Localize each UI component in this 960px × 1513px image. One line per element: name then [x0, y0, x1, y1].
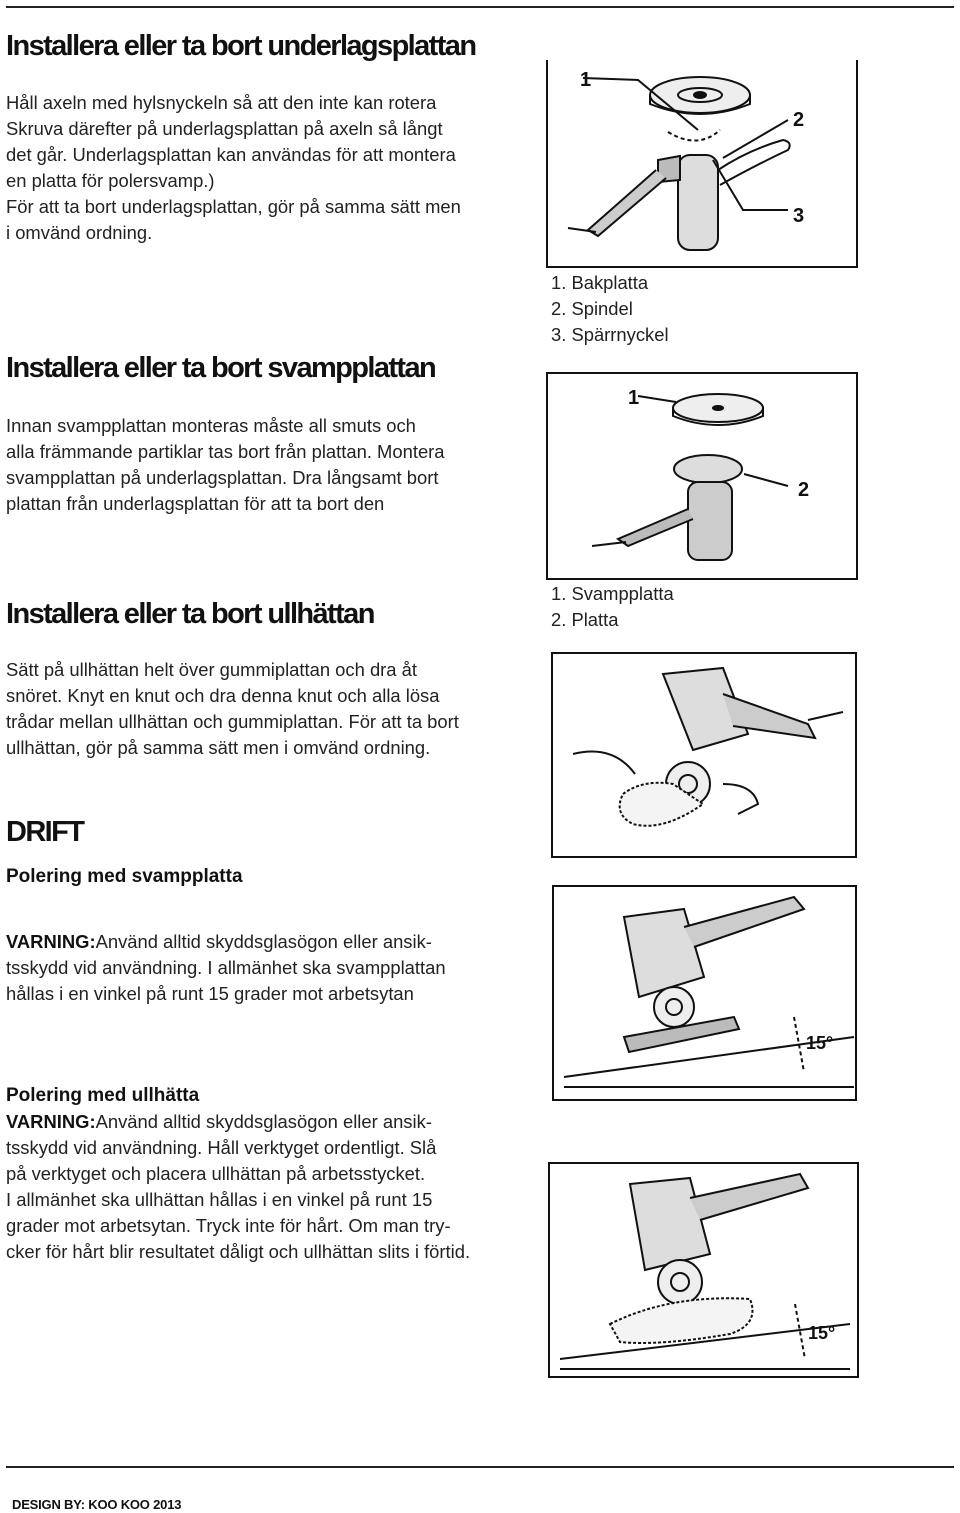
- figure-angle-sponge: [552, 885, 857, 1101]
- warning-svampplatta: [6, 929, 446, 1007]
- warning-ullhatta: [6, 1109, 470, 1265]
- caption-line: 3. Spärrnyckel: [551, 324, 669, 345]
- callout-3: 3: [793, 205, 805, 227]
- section-heading-svampplattan: Installera eller ta bort svampplattan: [6, 352, 436, 384]
- body-line: en platta för polersvamp.): [6, 170, 215, 191]
- figure-sponge-plate: [546, 372, 858, 580]
- angle-label: 15°: [806, 1033, 834, 1053]
- warning-line: på verktyget och placera ullhättan på arbetsstycket.: [6, 1163, 426, 1184]
- caption-line: 2. Spindel: [551, 298, 633, 319]
- caption-line: 2. Platta: [551, 609, 619, 630]
- warning-line: tsskydd vid användning. Håll verktyget ordentligt. Slå: [6, 1137, 437, 1158]
- figure1-caption: [551, 270, 669, 348]
- warning-line: VARNING:Använd alltid skyddsglasögon eller ansik-: [6, 1111, 432, 1132]
- warning-label: VARNING:: [6, 931, 96, 952]
- warning-line: grader mot arbetsytan. Tryck inte för hårt. Om man try-: [6, 1215, 451, 1236]
- subheading-ullhatta: Polering med ullhätta: [6, 1085, 200, 1106]
- section-heading-underlagsplattan: Installera eller ta bort underlagsplattan: [6, 30, 476, 62]
- body-line: plattan från underlagsplattan för att ta bort den: [6, 493, 385, 514]
- subheading-svampplatta: Polering med svampplatta: [6, 866, 243, 887]
- top-rule: [6, 6, 954, 8]
- body-line: Håll axeln med hylsnyckeln så att den inte kan rotera: [6, 92, 437, 113]
- body-line: svampplattan på underlagsplattan. Dra långsamt bort: [6, 467, 439, 488]
- body-line: alla främmande partiklar tas bort från plattan. Montera: [6, 441, 445, 462]
- body-line: ullhättan, gör på samma sätt men i omvänd ordning.: [6, 737, 431, 758]
- warning-line: VARNING:Använd alltid skyddsglasögon eller ansik-: [6, 931, 432, 952]
- caption-line: 1. Svampplatta: [551, 583, 674, 604]
- warning-label: VARNING:: [6, 1111, 96, 1132]
- figure-backplate-mounting: [546, 60, 858, 268]
- section-body-ullhattan: [6, 657, 459, 761]
- section-heading-ullhattan: Installera eller ta bort ullhättan: [6, 598, 374, 630]
- caption-line: 1. Bakplatta: [551, 272, 649, 293]
- body-line: snöret. Knyt en knut och dra denna knut och alla lösa: [6, 685, 440, 706]
- angle-label: 15°: [808, 1323, 836, 1343]
- callout-1: 1: [580, 69, 592, 91]
- drift-heading: DRIFT: [6, 816, 84, 848]
- figure-wool-bonnet: [551, 652, 857, 858]
- footer-credit: DESIGN BY: KOO KOO 2013: [12, 1497, 182, 1512]
- body-line: Sätt på ullhättan helt över gummiplattan och dra åt: [6, 659, 417, 680]
- bottom-rule: [6, 1466, 954, 1468]
- section-body-svampplattan: [6, 413, 445, 517]
- body-line: trådar mellan ullhättan och gummiplattan. För att ta bort: [6, 711, 459, 732]
- body-line: det går. Underlagsplattan kan användas för att montera: [6, 144, 456, 165]
- callout-2: 2: [798, 479, 810, 501]
- polisher-wool-bonnet-illustration: [553, 654, 855, 856]
- body-line: Innan svampplattan monteras måste all smuts och: [6, 415, 416, 436]
- body-line: För att ta bort underlagsplattan, gör på samma sätt men: [6, 196, 461, 217]
- figure2-caption: [551, 581, 674, 633]
- body-line: i omvänd ordning.: [6, 222, 153, 243]
- figure-angle-wool: [548, 1162, 859, 1378]
- polisher-backplate-illustration: [548, 60, 856, 266]
- polisher-sponge-illustration: [548, 374, 856, 578]
- warning-line: hållas i en vinkel på runt 15 grader mot arbetsytan: [6, 983, 414, 1004]
- polisher-angle-sponge-illustration: [554, 887, 855, 1099]
- section-body-underlagsplattan: [6, 90, 461, 246]
- warning-line: cker för hårt blir resultatet dåligt och ullhättan slits i förtid.: [6, 1241, 471, 1262]
- warning-line: I allmänhet ska ullhättan hållas i en vinkel på runt 15: [6, 1189, 433, 1210]
- callout-1: 1: [628, 387, 640, 409]
- polisher-angle-wool-illustration: [550, 1164, 857, 1376]
- callout-2: 2: [793, 109, 805, 131]
- warning-line: tsskydd vid användning. I allmänhet ska svampplattan: [6, 957, 446, 978]
- body-line: Skruva därefter på underlagsplattan på axeln så långt: [6, 118, 443, 139]
